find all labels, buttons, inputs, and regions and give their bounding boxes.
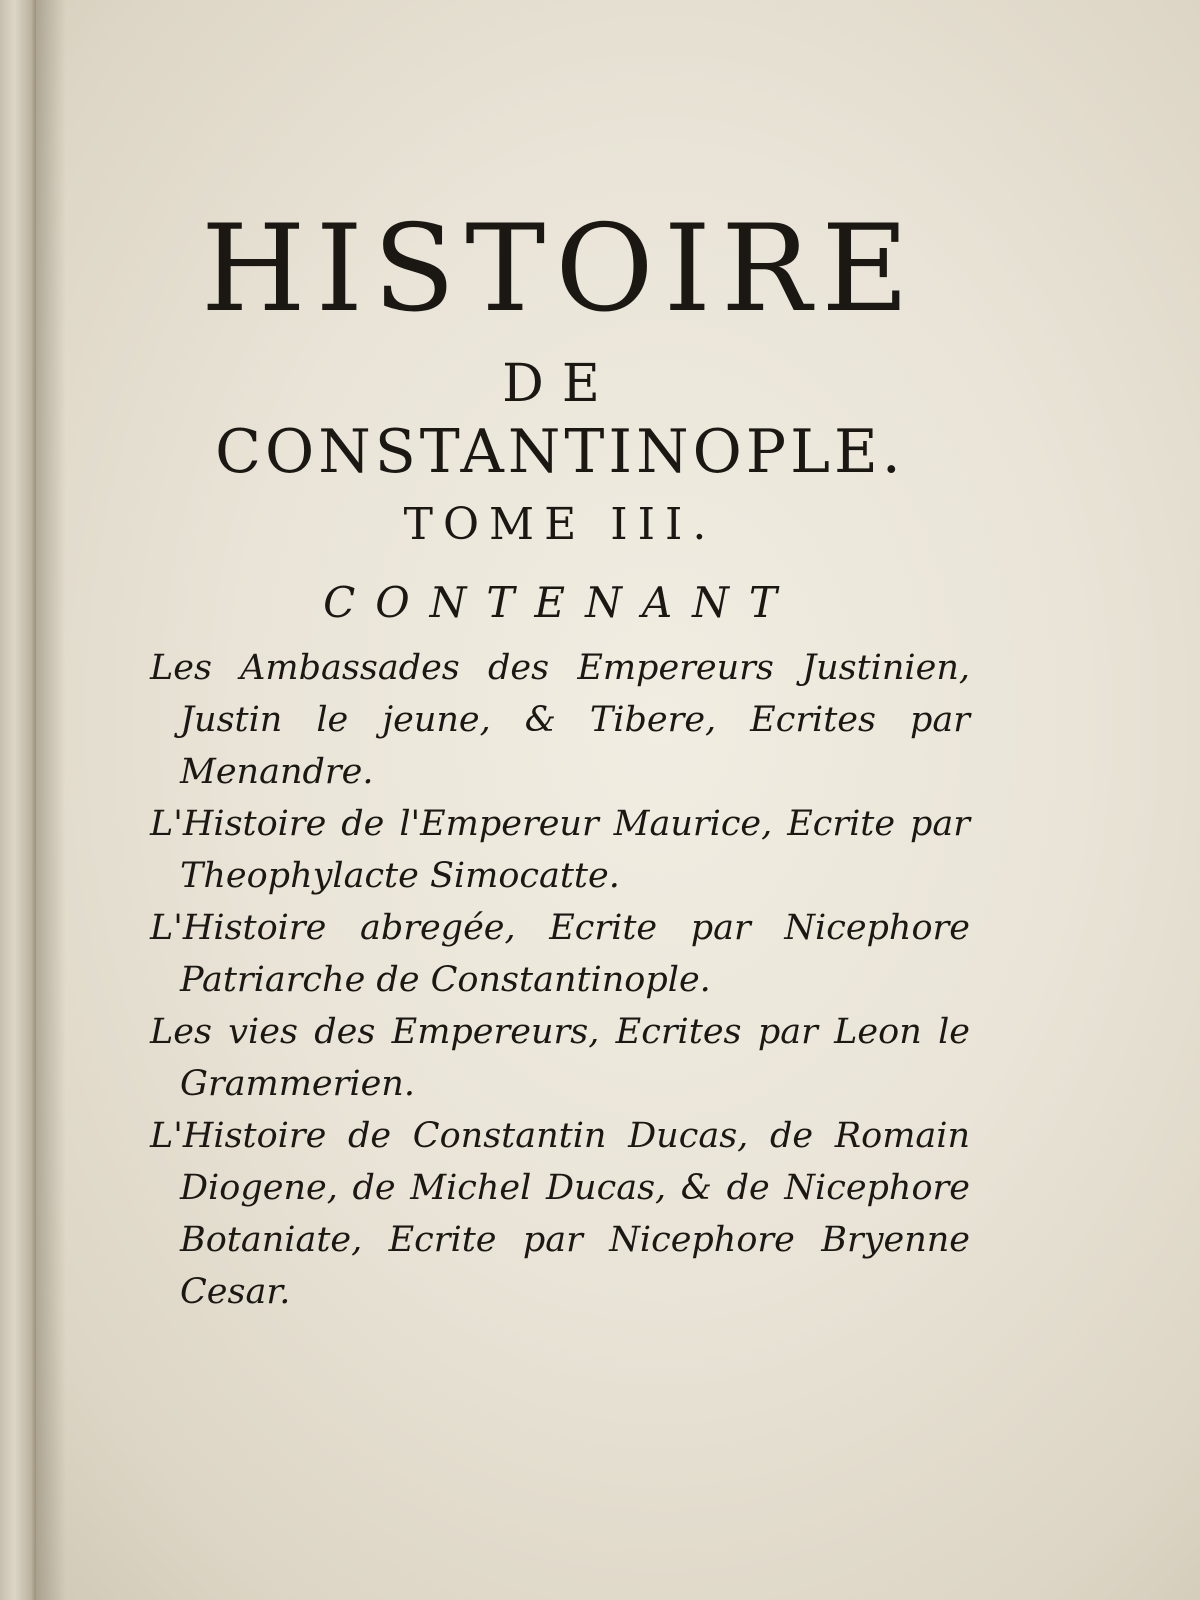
title-preposition: DE	[502, 354, 618, 414]
main-title: HISTOIRE	[200, 200, 920, 339]
facing-page-edge	[0, 0, 36, 1600]
contents-entry: L'Histoire de l'Empereur Maurice, Ecrite par Theophylacte Simocatte.	[150, 804, 970, 896]
contents-entry: Les vies des Empereurs, Ecrites par Leon le Grammerien.	[150, 1012, 970, 1104]
volume-number: TOME III.	[403, 499, 717, 550]
contents-entry: Les Ambassades des Empereurs Justinien, Justin le jeune, & Tibere, Ecrites par Menandre.	[150, 648, 970, 792]
contents-entry: L'Histoire de Constantin Ducas, de Romain Diogene, de Michel Ducas, & de Nicephore Botaniate, Ecrite par Nicephore Bryenne Cesar.	[150, 1116, 970, 1312]
title-subject: CONSTANTINOPLE.	[215, 417, 905, 487]
contents-heading: CONTENANT	[323, 578, 797, 627]
contents-list	[150, 642, 970, 1318]
contents-entry: L'Histoire abregée, Ecrite par Nicephore Patriarche de Constantinople.	[150, 908, 970, 1000]
title-page	[150, 200, 970, 1318]
gutter-shadow	[36, 0, 66, 1600]
